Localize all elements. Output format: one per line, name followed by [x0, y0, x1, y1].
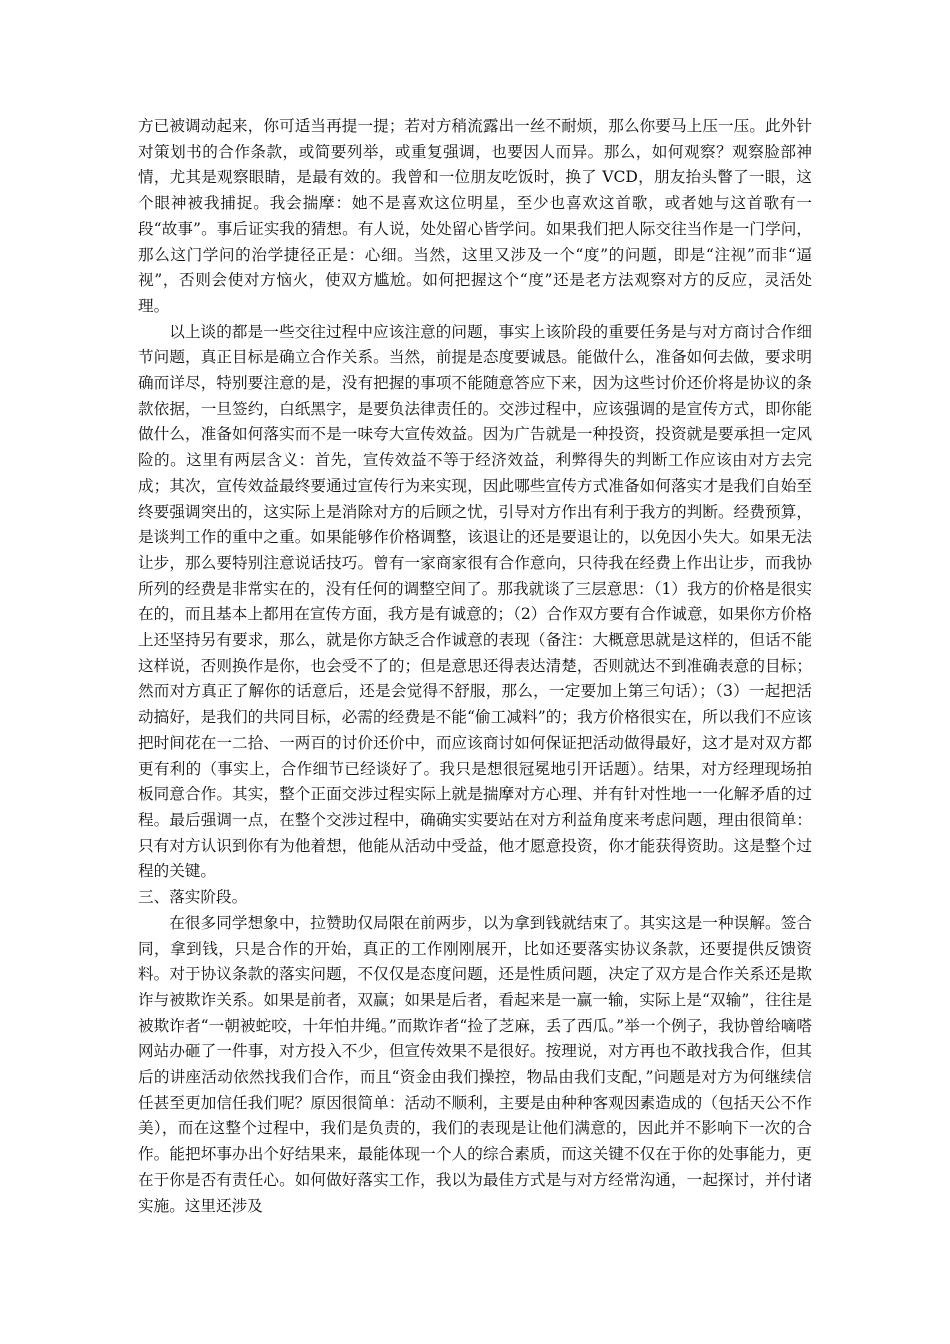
paragraph-negotiation: 以上谈的都是一些交往过程中应该注意的问题，事实上该阶段的重要任务是与对方商讨合作细节问题，真正目标是确立合作关系。当然，前提是态度要诚恳。能做什么，准备如何去做，要求明确而详尽，特别要注意的是，没有把握的事项不能随意答应下来，因为这些讨价还价将是协议的条款依据，一旦签约，白纸黑字，是要负法律责任的。交涉过程中，应该强调的是宣传方式，即你能做什么，准备如何落实而不是一味夸大宣传效益。因为广告就是一种投资，投资就是要承担一定风险的。这里有两层含义：首先，宣传效益不等于经济效益，利弊得失的判断工作应该由对方去完成；其次，宣传效益最终要通过宣传行为来实现，因此哪些宣传方式准备如何落实才是我们自始至终要强调突出的，这实际上是消除对方的后顾之忧，引导对方作出有利于我方的判断。经费预算，是谈判工作的重中之重。如果能够作价格调整，该退让的还是要退让的，以免因小失大。如果无法让步，那么要特别注意说话技巧。曾有一家商家很有合作意向，只待我在经费上作出让步，而我协所列的经费是非常实在的，没有任何的调整空间了。那我就谈了三层意思：（1）我方的价格是很实在的，而且基本上都用在宣传方面，我方是有诚意的；（2）合作双方要有合作诚意，如果你方价格上还坚持另有要求，那么，就是你方缺乏合作诚意的表现（备注：大概意思就是这样的，但话不能这样说，否则换作是你，也会受不了的；但是意思还得表达清楚，否则就达不到准确表意的目标；然而对方真正了解你的话意后，还是会觉得不舒服，那么，一定要加上第三句话）；（3）一起把活动搞好，是我们的共同目标，必需的经费是不能“偷工减料”的；我方价格很实在，所以我们不应该把时间花在一二拾、一两百的讨价还价中，而应该商讨如何保证把活动做得最好，这才是对双方都更有利的（事实上，合作细节已经谈好了。我只是想很冠冕地引开话题）。结果，对方经理现场拍板同意合作。其实，整个正面交涉过程实际上就是揣摩对方心理、并有针对性地一一化解矛盾的过程。最后强调一点，在整个交涉过程中，确确实实要站在对方利益角度来考虑问题，理由很简单：只有对方认识到你有为他着想，他能从活动中受益，他才愿意投资，你才能获得资助。这是整个过程的关键。 — [138, 322, 812, 881]
document-page — [138, 114, 812, 1219]
section-heading-implementation: 三、落实阶段。 — [138, 888, 248, 907]
paragraph-implementation: 在很多同学想象中，拉赞助仅局限在前两步，以为拿到钱就结束了。其实这是一种误解。签合同，拿到钱，只是合作的开始，真正的工作刚刚展开，比如还要落实协议条款，还要提供反馈资料。对于协议条款的落实问题，不仅仅是态度问题，还是性质问题，决定了双方是合作关系还是欺诈与被欺诈关系。如果是前者，双赢；如果是后者，看起来是一赢一输，实际上是“双输”，往往是被欺诈者“一朝被蛇咬，十年怕井绳。”而欺诈者“捡了芝麻，丢了西瓜。”举一个例子，我协曾给嘀嗒网站办砸了一件事，对方投入不少，但宣传效果不是很好。按理说，对方再也不敢找我合作，但其后的讲座活动依然找我们合作，而且“资金由我们操控，物品由我们支配，”问题是对方为何继续信任甚至更加信任我们呢？原因很简单：活动不顺利，主要是由种种客观因素造成的（包括天公不作美），而在这整个过程中，我们是负责的，我们的表现是让他们满意的，因此并不影响下一次的合作。能把坏事办出个好结果来，最能体现一个人的综合素质，而这关键不仅在于你的处事能力，更在于你是否有责任心。如何做好落实工作，我以为最佳方式是与对方经常沟通，一起探讨，并付诸实施。这里还涉及 — [138, 913, 812, 1215]
paragraph-observation-continued: 方已被调动起来，你可适当再提一提；若对方稍流露出一丝不耐烦，那么你要马上压一压。此外针对策划书的合作条款，或简要列举，或重复强调，也要因人而异。那么，如何观察？观察脸部神情，尤其是观察眼睛，是最有效的。我曾和一位朋友吃饭时，换了 VCD，朋友抬头瞥了一眼，这个眼神被我捕捉。我会揣摩：她不是喜欢这位明星，至少也喜欢这首歌，或者她与这首歌有一段“故事”。事后证实我的猜想。有人说，处处留心皆学问。如果我们把人际交往当作是一门学问，那么这门学问的治学捷径正是：心细。当然，这里又涉及一个“度”的问题，即是“注视”而非“逼视”，否则会使对方恼火，使双方尴尬。如何把握这个“度”还是老方法观察对方的反应，灵活处理。 — [138, 117, 812, 315]
